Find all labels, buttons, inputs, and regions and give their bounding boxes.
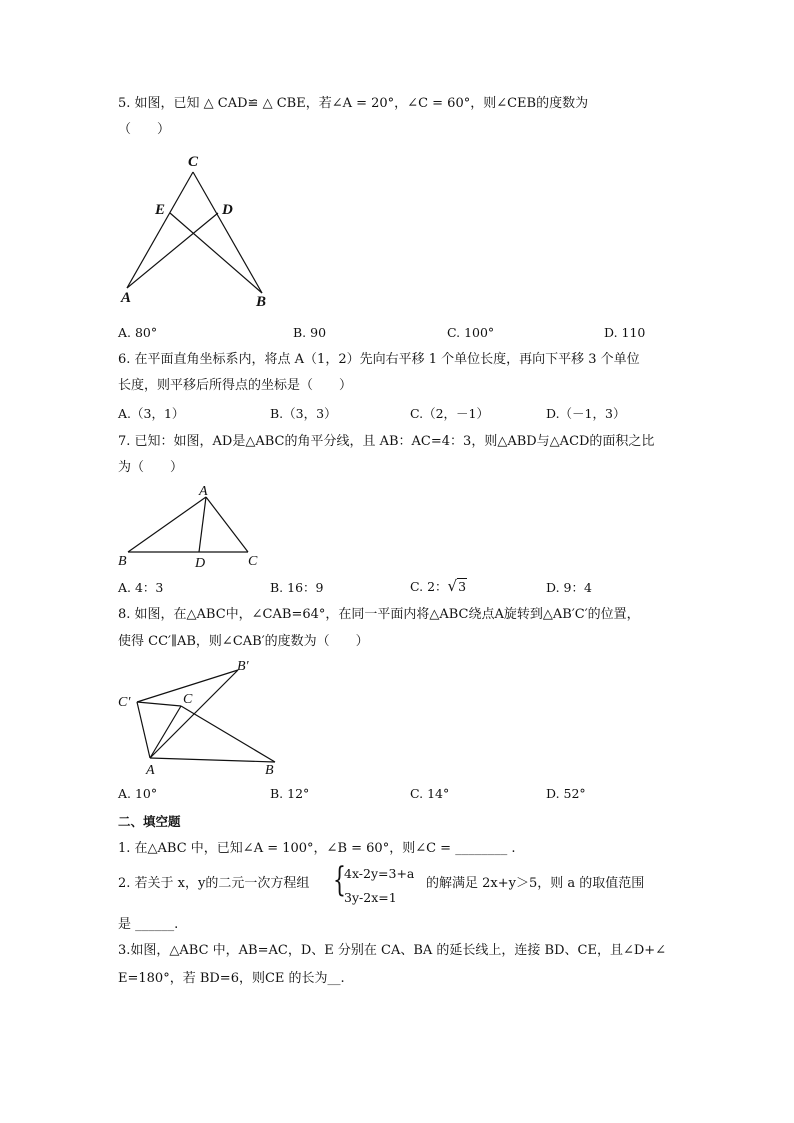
brace-icon: { [333,860,346,900]
q5-answer-paren: （ ） [118,122,171,137]
q6-line1: 6. 在平面直角坐标系内，将点 A（1，2）先向右平移 1 个单位长度，再向下平移 3 个单位 [118,352,640,367]
q8-label-b1: B′ [237,659,249,674]
q8-side-ab [150,758,275,762]
q5-label-a: A [121,290,132,306]
q6-line2: 长度，则平移后所得点的坐标是（ ） [118,378,353,393]
q7-option-a: A. 4：3 [118,580,164,595]
section2-title: 二、填空题 [118,814,181,829]
q5-option-d: D. 110 [604,325,646,340]
q8-option-a: A. 10° [118,786,158,801]
q5-option-c: C. 100° [447,325,495,340]
fill-q2-suffix: 的解满足 2x+y＞5，则 a 的取值范围 [426,876,645,891]
q7-line1: 7. 已知：如图，AD是△ABC的角平分线，且 AB：AC=4：3，则△ABD与△ACD的面积之比 [118,434,655,449]
q7-option-d: D. 9：4 [546,580,592,595]
q6-option-b: B.（3，3） [270,406,337,421]
q7-option-c-radicand: 3 [458,579,467,594]
q8-option-d: D. 52° [546,786,586,801]
q8-label-b: B [265,763,274,778]
q5-label-e: E [155,202,166,218]
q7-option-c-text: C. 2： [410,579,448,594]
sqrt-icon: √ [447,577,458,595]
fill-q2-eq2: 3y-2x=1 [344,890,397,905]
q8-label-c: C [183,692,193,707]
q8-side-cb [181,706,275,762]
q6-option-a: A.（3，1） [118,406,185,421]
fill-q2-line2: 是 ______. [118,917,179,932]
q5-label-d: D [222,202,233,218]
q8-segment-cc1 [137,702,181,706]
q8-label-a: A [146,763,155,778]
q7-line2: 为（ ） [118,460,184,475]
q7-label-d: D [195,556,206,571]
fill-q2-prefix: 2. 若关于 x，y的二元一次方程组 [118,876,310,891]
q8-option-c: C. 14° [410,786,450,801]
q5-label-c: C [188,154,199,170]
q8-side-ab1 [150,670,238,758]
fill-q1: 1. 在△ABC 中，已知∠A = 100°，∠B = 60°，则∠C = ________ . [118,841,516,856]
fill-q3-line1: 3.如图，△ABC 中，AB=AC，D、E 分别在 CA、BA 的延长线上，连接 BD、CE，且∠D+∠ [118,943,667,958]
fill-q3-line2: E=180°，若 BD=6，则CE 的长为__. [118,971,345,986]
fill-q2-eq1: 4x-2y=3+a [344,866,415,881]
q6-option-d: D.（－1，3） [546,406,626,421]
q5-option-b: B. 90 [293,325,327,340]
q5-stem: 5. 如图，已知 △ CAD≌ △ CBE，若∠A = 20°，∠C = 60°，则∠CEB的度数为 [118,96,589,111]
q7-label-b: B [118,554,127,569]
q7-option-b: B. 16：9 [270,580,324,595]
q8-side-ac1 [137,702,150,758]
q8-line2: 使得 CC′∥AB，则∠CAB′的度数为（ ） [118,634,369,649]
q5-label-b: B [256,294,267,310]
q8-option-b: B. 12° [270,786,310,801]
q6-option-c: C.（2，－1） [410,406,489,421]
q8-label-c1: C′ [118,695,131,710]
q7-label-a: A [199,484,208,499]
q8-line1: 8. 如图，在△ABC中，∠CAB=64°，在同一平面内将△ABC绕点A旋转到△AB′C′的位置， [118,607,640,622]
q5-option-a: A. 80° [118,325,158,340]
q7-label-c: C [248,554,258,569]
